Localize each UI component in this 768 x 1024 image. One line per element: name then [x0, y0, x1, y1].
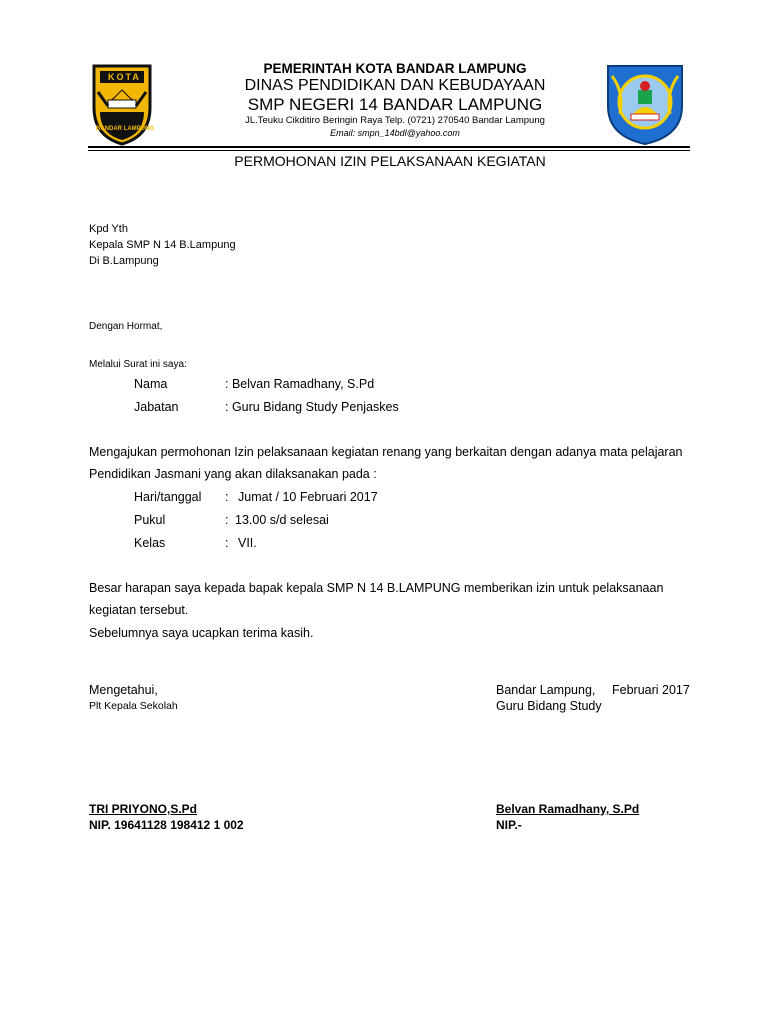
paragraph2-line2: kegiatan tersebut.: [89, 603, 189, 617]
schedule-day-value: Jumat / 10 Februari 2017: [238, 490, 378, 504]
closing: Sebelumnya saya ucapkan terima kasih.: [89, 626, 314, 640]
header-line1: PEMERINTAH KOTA BANDAR LAMPUNG: [263, 61, 527, 76]
header-divider-thick: [88, 146, 690, 148]
left-logo-top-text: KOTA: [108, 72, 141, 82]
identity-name-value: : Belvan Ramadhany, S.Pd: [225, 377, 375, 391]
header-divider-thin: [88, 150, 690, 151]
identity-name-label: Nama: [134, 377, 168, 391]
header-line2: DINAS PENDIDIKAN DAN KEBUDAYAAN: [244, 77, 546, 94]
recipient-line3: Di B.Lampung: [89, 255, 159, 267]
left-logo-bottom-text: BANDAR LAMPUNG: [96, 126, 154, 132]
recipient-line1: Kpd Yth: [89, 223, 128, 235]
schedule-class-colon: :: [225, 536, 229, 550]
header-address: JL.Teuku Cikditiro Beringin Raya Telp. (0721) 270540 Bandar Lampung: [245, 115, 545, 126]
right-sign-name: Belvan Ramadhany, S.Pd: [496, 802, 640, 816]
right-sign-date: Februari 2017: [612, 683, 690, 697]
header-line3: SMP NEGERI 14 BANDAR LAMPUNG: [247, 95, 543, 114]
left-sign-name: TRI PRIYONO,S.Pd: [89, 802, 198, 816]
left-sign-acknowledge: Mengetahui,: [89, 683, 158, 697]
schedule-time-value: 13.00 s/d selesai: [235, 513, 329, 527]
right-sign-nip: NIP.-: [496, 818, 522, 832]
recipient-line2: Kepala SMP N 14 B.Lampung: [89, 239, 236, 251]
paragraph1-line2: Pendidikan Jasmani yang akan dilaksanakan pada :: [89, 467, 377, 481]
schedule-day-colon: :: [225, 490, 229, 504]
schedule-time-label: Pukul: [134, 513, 166, 527]
right-sign-place: Bandar Lampung,: [496, 683, 596, 697]
schedule-time-colon: :: [225, 513, 229, 527]
schedule-day-label: Hari/tanggal: [134, 490, 202, 504]
schedule-class-value: VII.: [238, 536, 257, 550]
paragraph2-line1: Besar harapan saya kepada bapak kepala SMP N 14 B.LAMPUNG memberikan izin untuk pelaksanaan: [89, 581, 664, 595]
intro: Melalui Surat ini saya:: [89, 359, 187, 370]
left-sign-position: Plt Kepala Sekolah: [89, 700, 178, 712]
identity-position-label: Jabatan: [134, 400, 179, 414]
header-email: Email: smpn_14bdl@yahoo.com: [330, 128, 460, 138]
letter-title: PERMOHONAN IZIN PELAKSANAAN KEGIATAN: [234, 153, 546, 169]
right-sign-position: Guru Bidang Study: [496, 699, 602, 713]
greeting: Dengan Hormat,: [89, 321, 163, 332]
left-sign-nip: NIP. 19641128 198412 1 002: [89, 818, 244, 832]
paragraph1-line1: Mengajukan permohonan Izin pelaksanaan kegiatan renang yang berkaitan dengan adanya mata pelajaran: [89, 445, 683, 459]
identity-position-value: : Guru Bidang Study Penjaskes: [225, 400, 399, 414]
school-emblem-icon: [604, 62, 686, 146]
schedule-class-label: Kelas: [134, 536, 166, 550]
